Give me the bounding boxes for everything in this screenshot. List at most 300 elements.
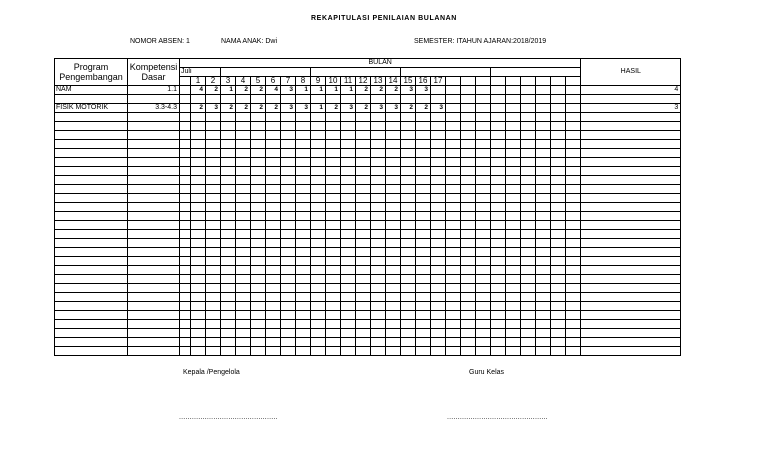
day-number: 14 — [386, 77, 401, 86]
table-cell — [326, 230, 341, 239]
table-cell — [521, 284, 536, 293]
table-cell — [296, 302, 311, 311]
table-cell — [191, 149, 206, 158]
table-cell — [416, 194, 431, 203]
table-cell — [281, 302, 296, 311]
month-block — [311, 68, 401, 77]
table-cell — [191, 221, 206, 230]
table-cell — [311, 140, 326, 149]
table-cell — [311, 329, 326, 338]
table-cell — [386, 347, 401, 356]
table-cell — [581, 221, 681, 230]
table-cell — [206, 329, 221, 338]
score-cell: 2 — [251, 86, 266, 95]
table-cell — [581, 329, 681, 338]
table-cell — [566, 212, 581, 221]
table-cell — [551, 284, 566, 293]
table-cell — [281, 221, 296, 230]
table-cell — [341, 293, 356, 302]
table-cell — [221, 140, 236, 149]
table-cell — [446, 149, 461, 158]
table-cell — [371, 212, 386, 221]
kompetensi-cell: 1.1 — [128, 86, 180, 95]
table-cell — [416, 239, 431, 248]
table-cell — [266, 248, 281, 257]
table-cell — [206, 194, 221, 203]
table-cell — [128, 347, 180, 356]
table-cell — [521, 185, 536, 194]
table-cell — [191, 320, 206, 329]
table-cell — [128, 338, 180, 347]
table-cell — [401, 212, 416, 221]
table-cell — [446, 338, 461, 347]
table-cell — [128, 311, 180, 320]
table-cell — [191, 275, 206, 284]
table-cell — [461, 320, 476, 329]
page-title: REKAPITULASI PENILAIAN BULANAN — [311, 15, 457, 22]
table-cell — [266, 185, 281, 194]
day-number: 17 — [431, 77, 446, 86]
table-cell — [536, 311, 551, 320]
table-cell — [551, 320, 566, 329]
table-cell — [191, 293, 206, 302]
table-cell — [446, 122, 461, 131]
table-cell — [251, 311, 266, 320]
table-row — [55, 239, 681, 248]
score-cell: 1 — [221, 86, 236, 95]
score-cell: 2 — [191, 104, 206, 113]
table-cell — [281, 95, 296, 104]
table-cell — [401, 302, 416, 311]
table-cell — [180, 77, 191, 86]
table-cell — [266, 347, 281, 356]
table-cell — [236, 284, 251, 293]
table-cell — [180, 221, 191, 230]
table-cell — [371, 122, 386, 131]
table-cell — [401, 257, 416, 266]
table-cell — [266, 284, 281, 293]
table-cell — [401, 230, 416, 239]
table-cell — [191, 347, 206, 356]
table-cell — [581, 194, 681, 203]
month-block — [401, 68, 491, 77]
table-cell — [566, 131, 581, 140]
table-cell — [296, 167, 311, 176]
table-cell — [296, 347, 311, 356]
table-cell — [180, 257, 191, 266]
table-cell — [326, 131, 341, 140]
table-cell — [386, 284, 401, 293]
table-cell — [461, 284, 476, 293]
table-cell — [491, 167, 506, 176]
table-cell — [180, 131, 191, 140]
table-cell — [521, 194, 536, 203]
table-cell — [506, 131, 521, 140]
table-cell — [521, 95, 536, 104]
program-cell: FISIK MOTORIK — [55, 104, 128, 113]
score-cell — [566, 104, 581, 113]
table-cell — [371, 302, 386, 311]
table-cell — [446, 275, 461, 284]
table-row — [55, 320, 681, 329]
table-cell — [221, 158, 236, 167]
score-cell — [491, 86, 506, 95]
table-cell — [221, 212, 236, 221]
table-cell — [386, 203, 401, 212]
table-cell — [491, 221, 506, 230]
table-cell — [180, 158, 191, 167]
day-number: 2 — [206, 77, 221, 86]
table-cell — [551, 221, 566, 230]
table-cell — [281, 122, 296, 131]
table-cell — [191, 203, 206, 212]
day-number: 4 — [236, 77, 251, 86]
table-cell — [461, 239, 476, 248]
table-cell — [296, 131, 311, 140]
table-cell — [566, 176, 581, 185]
table-cell — [491, 113, 506, 122]
table-cell — [236, 302, 251, 311]
score-cell: 2 — [251, 104, 266, 113]
score-cell — [431, 86, 446, 95]
table-cell — [446, 293, 461, 302]
table-cell — [581, 212, 681, 221]
table-cell — [401, 221, 416, 230]
table-cell — [341, 158, 356, 167]
table-cell — [401, 293, 416, 302]
col-header-kompetensi: Kompetensi Dasar — [128, 59, 180, 86]
table-cell — [521, 293, 536, 302]
score-cell — [521, 104, 536, 113]
table-cell — [371, 347, 386, 356]
table-cell — [371, 158, 386, 167]
table-cell — [311, 167, 326, 176]
score-cell — [566, 86, 581, 95]
table-cell — [311, 248, 326, 257]
table-cell — [446, 248, 461, 257]
table-cell — [180, 275, 191, 284]
table-cell — [296, 275, 311, 284]
table-cell — [251, 257, 266, 266]
table-cell — [128, 203, 180, 212]
table-cell — [446, 212, 461, 221]
table-cell — [386, 239, 401, 248]
table-cell — [281, 203, 296, 212]
table-cell — [371, 248, 386, 257]
table-cell — [55, 113, 128, 122]
table-cell — [180, 203, 191, 212]
table-cell — [128, 257, 180, 266]
table-cell — [266, 158, 281, 167]
table-row — [55, 230, 681, 239]
table-cell — [128, 194, 180, 203]
table-cell — [180, 239, 191, 248]
table-cell — [386, 221, 401, 230]
table-row — [55, 329, 681, 338]
table-cell — [55, 347, 128, 356]
table-cell — [536, 293, 551, 302]
table-cell — [551, 95, 566, 104]
table-cell — [311, 293, 326, 302]
table-cell — [581, 158, 681, 167]
table-cell — [326, 122, 341, 131]
table-cell — [236, 194, 251, 203]
table-cell — [191, 248, 206, 257]
table-cell — [461, 176, 476, 185]
table-cell — [521, 275, 536, 284]
table-cell — [581, 257, 681, 266]
table-cell — [536, 131, 551, 140]
table-cell — [491, 266, 506, 275]
table-cell — [296, 221, 311, 230]
table-cell — [506, 302, 521, 311]
table-cell — [506, 167, 521, 176]
table-cell — [476, 149, 491, 158]
table-cell — [566, 113, 581, 122]
score-cell: 2 — [326, 104, 341, 113]
table-cell — [416, 230, 431, 239]
table-cell — [491, 176, 506, 185]
table-cell — [521, 212, 536, 221]
table-cell — [536, 239, 551, 248]
table-cell — [128, 293, 180, 302]
table-cell — [581, 230, 681, 239]
table-cell — [446, 185, 461, 194]
day-number: 11 — [341, 77, 356, 86]
table-cell — [371, 167, 386, 176]
table-cell — [341, 248, 356, 257]
table-cell — [326, 140, 341, 149]
table-cell — [180, 185, 191, 194]
table-cell — [180, 311, 191, 320]
table-cell — [506, 329, 521, 338]
table-cell — [221, 266, 236, 275]
table-cell — [55, 122, 128, 131]
table-cell — [266, 149, 281, 158]
table-cell — [356, 338, 371, 347]
table-cell — [551, 167, 566, 176]
table-cell — [581, 248, 681, 257]
table-cell — [180, 167, 191, 176]
table-cell — [401, 239, 416, 248]
table-cell — [191, 194, 206, 203]
table-cell — [371, 203, 386, 212]
table-cell — [371, 230, 386, 239]
table-cell — [266, 122, 281, 131]
table-cell — [536, 275, 551, 284]
table-cell — [356, 221, 371, 230]
table-row — [55, 347, 681, 356]
table-cell — [521, 257, 536, 266]
table-cell — [431, 185, 446, 194]
table-cell — [55, 248, 128, 257]
table-cell — [551, 230, 566, 239]
table-cell — [446, 113, 461, 122]
table-cell — [206, 140, 221, 149]
table-cell — [506, 275, 521, 284]
table-cell — [55, 149, 128, 158]
table-cell — [251, 293, 266, 302]
table-cell — [221, 185, 236, 194]
table-cell — [356, 212, 371, 221]
table-cell — [128, 230, 180, 239]
table-cell — [386, 329, 401, 338]
table-cell — [386, 122, 401, 131]
table-cell — [536, 248, 551, 257]
table-cell — [55, 266, 128, 275]
table-cell — [536, 212, 551, 221]
table-cell — [236, 329, 251, 338]
table-cell — [551, 158, 566, 167]
table-cell — [206, 149, 221, 158]
table-cell — [491, 131, 506, 140]
table-cell — [281, 338, 296, 347]
table-cell — [206, 158, 221, 167]
day-number — [446, 77, 461, 86]
table-cell — [506, 248, 521, 257]
day-number: 7 — [281, 77, 296, 86]
table-cell — [461, 311, 476, 320]
table-cell — [431, 284, 446, 293]
table-cell — [251, 248, 266, 257]
table-cell — [506, 194, 521, 203]
table-cell — [566, 347, 581, 356]
table-cell — [461, 329, 476, 338]
score-cell — [506, 86, 521, 95]
day-number: 5 — [251, 77, 266, 86]
table-cell — [491, 194, 506, 203]
table-cell — [461, 140, 476, 149]
table-cell — [236, 266, 251, 275]
table-cell — [386, 176, 401, 185]
table-cell — [461, 185, 476, 194]
table-cell — [311, 284, 326, 293]
score-cell — [551, 104, 566, 113]
score-cell — [461, 104, 476, 113]
table-cell — [431, 302, 446, 311]
table-cell — [521, 122, 536, 131]
table-cell — [236, 212, 251, 221]
table-cell — [281, 185, 296, 194]
table-cell — [476, 239, 491, 248]
table-row — [55, 104, 681, 113]
table-cell — [326, 338, 341, 347]
table-cell — [581, 140, 681, 149]
table-cell — [236, 248, 251, 257]
table-cell — [236, 239, 251, 248]
table-cell — [356, 95, 371, 104]
table-cell — [221, 248, 236, 257]
score-cell — [476, 86, 491, 95]
table-cell — [431, 140, 446, 149]
table-cell — [386, 275, 401, 284]
table-cell — [296, 212, 311, 221]
table-cell — [551, 131, 566, 140]
table-cell — [416, 266, 431, 275]
table-cell — [326, 212, 341, 221]
table-cell — [491, 185, 506, 194]
table-cell — [461, 266, 476, 275]
table-cell — [311, 113, 326, 122]
table-cell — [551, 257, 566, 266]
table-cell — [416, 158, 431, 167]
table-cell — [206, 293, 221, 302]
table-cell — [221, 221, 236, 230]
table-cell — [296, 185, 311, 194]
table-cell — [551, 347, 566, 356]
table-cell — [356, 131, 371, 140]
table-cell — [461, 194, 476, 203]
table-cell — [180, 338, 191, 347]
table-cell — [180, 248, 191, 257]
table-cell — [266, 302, 281, 311]
kepala-signature-line: .............................................. — [179, 414, 278, 421]
table-cell — [416, 311, 431, 320]
score-cell — [536, 104, 551, 113]
day-number: 9 — [311, 77, 326, 86]
table-cell — [431, 194, 446, 203]
table-cell — [128, 302, 180, 311]
table-cell — [371, 113, 386, 122]
table-row — [55, 203, 681, 212]
table-cell — [371, 338, 386, 347]
day-number — [476, 77, 491, 86]
table-cell — [356, 329, 371, 338]
table-cell — [461, 293, 476, 302]
table-cell — [371, 329, 386, 338]
table-cell — [401, 149, 416, 158]
table-cell — [401, 113, 416, 122]
table-cell — [416, 131, 431, 140]
table-cell — [446, 302, 461, 311]
table-cell — [236, 149, 251, 158]
table-row — [55, 194, 681, 203]
table-cell — [506, 185, 521, 194]
table-cell — [566, 122, 581, 131]
table-cell — [446, 329, 461, 338]
table-cell — [236, 140, 251, 149]
table-cell — [386, 320, 401, 329]
table-cell — [266, 311, 281, 320]
table-cell — [296, 311, 311, 320]
table-cell — [536, 185, 551, 194]
table-cell — [491, 248, 506, 257]
table-cell — [461, 275, 476, 284]
table-cell — [581, 293, 681, 302]
table-cell — [236, 338, 251, 347]
table-cell — [416, 95, 431, 104]
table-cell — [180, 113, 191, 122]
table-cell — [491, 140, 506, 149]
kompetensi-cell: 3.3-4.3 — [128, 104, 180, 113]
table-cell — [266, 176, 281, 185]
table-cell — [491, 122, 506, 131]
table-cell — [386, 230, 401, 239]
table-cell — [431, 230, 446, 239]
table-cell — [371, 185, 386, 194]
table-cell — [356, 275, 371, 284]
table-cell — [311, 176, 326, 185]
table-cell — [386, 113, 401, 122]
table-cell — [536, 257, 551, 266]
table-cell — [566, 203, 581, 212]
table-cell — [180, 122, 191, 131]
table-cell — [506, 257, 521, 266]
table-cell — [206, 284, 221, 293]
table-cell — [566, 248, 581, 257]
table-cell — [128, 266, 180, 275]
table-cell — [55, 221, 128, 230]
